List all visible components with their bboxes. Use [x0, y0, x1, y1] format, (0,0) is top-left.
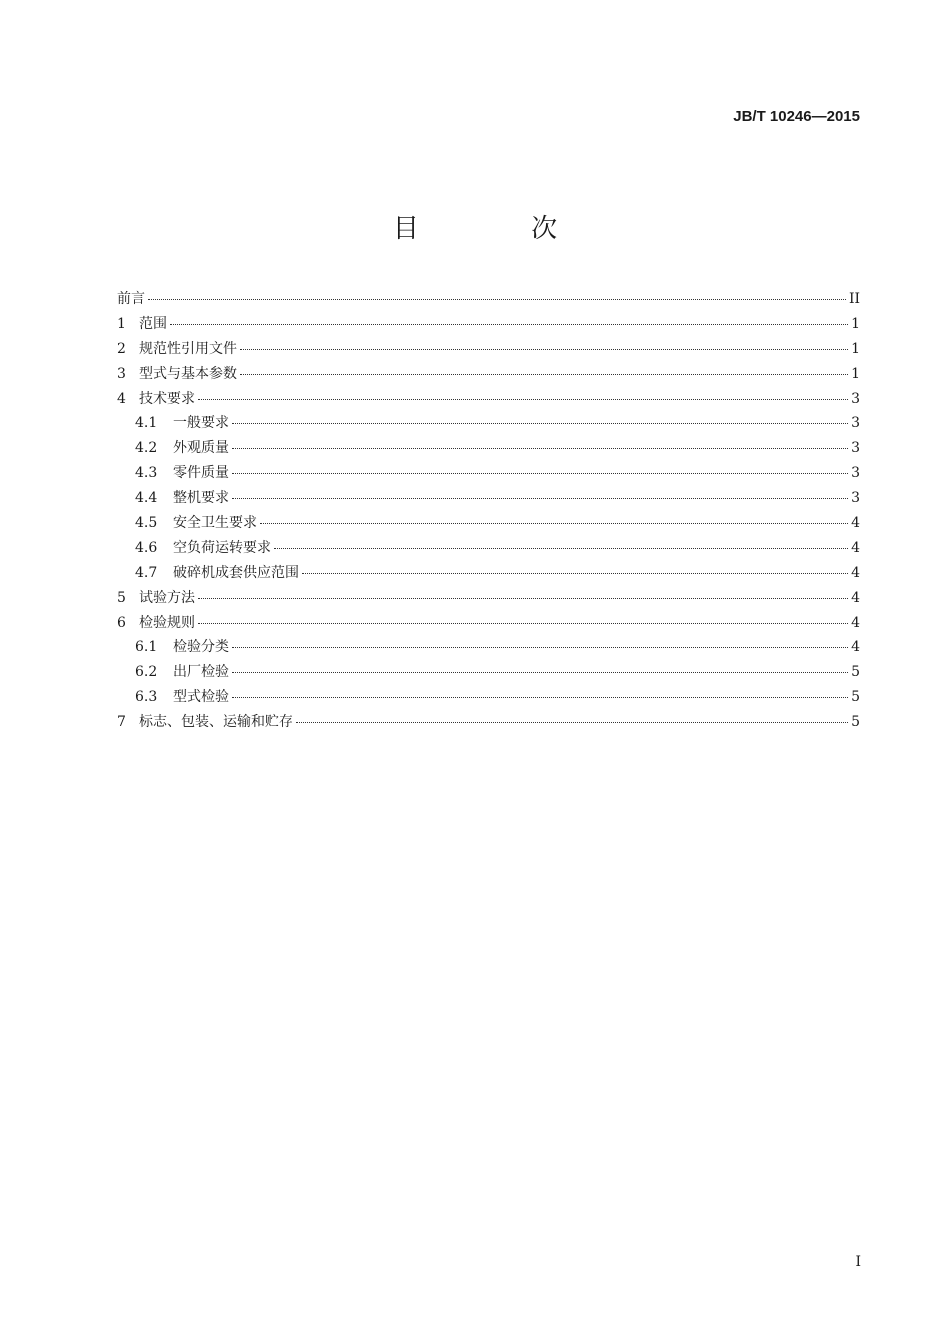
toc-entry-number: 4.1 [135, 415, 158, 432]
toc-entry[interactable] [117, 313, 860, 338]
toc-entry[interactable] [117, 412, 860, 437]
toc-entry-page: 5 [851, 714, 860, 731]
toc-dot-leader [232, 448, 848, 449]
toc-entry-page: 4 [851, 539, 860, 556]
toc-entry-label: 检验规则 [139, 614, 195, 631]
toc-entry-number: 1 [117, 315, 126, 332]
toc-dot-leader [198, 399, 848, 400]
toc-entry[interactable] [117, 437, 860, 462]
toc-dot-leader [198, 598, 848, 599]
toc-entry[interactable] [117, 388, 860, 413]
toc-dot-leader [302, 573, 848, 574]
toc-entry[interactable] [117, 487, 860, 512]
toc-entry-label: 整机要求 [173, 490, 229, 507]
toc-entry[interactable] [117, 363, 860, 388]
toc-entry-label: 检验分类 [173, 639, 229, 656]
toc-entry-label: 安全卫生要求 [173, 515, 257, 532]
toc-entry-page: 4 [851, 515, 860, 532]
toc-entry-page: 3 [851, 465, 860, 482]
toc-entry-number: 2 [117, 340, 126, 357]
toc-entry[interactable] [117, 288, 860, 313]
toc-dot-leader [232, 697, 848, 698]
toc-entry-label: 标志、包装、运输和贮存 [139, 714, 293, 731]
toc-entry-page: 3 [851, 415, 860, 432]
toc-dot-leader [170, 324, 848, 325]
toc-entry-number: 6.1 [135, 639, 158, 656]
toc-entry-page: 5 [851, 664, 860, 681]
toc-entry-page: 5 [851, 689, 860, 706]
toc-dot-leader [296, 722, 848, 723]
table-of-contents [117, 288, 860, 736]
toc-entry-label: 破碎机成套供应范围 [173, 564, 299, 581]
toc-entry-number: 4.7 [135, 564, 158, 581]
toc-entry-number: 6 [117, 614, 126, 631]
toc-entry-number: 4.3 [135, 465, 158, 482]
toc-entry-label: 范围 [139, 315, 167, 332]
toc-dot-leader [232, 423, 848, 424]
toc-entry-label: 出厂检验 [173, 664, 229, 681]
toc-dot-leader [240, 374, 848, 375]
toc-dot-leader [232, 473, 848, 474]
toc-dot-leader [240, 349, 848, 350]
toc-entry-label: 型式检验 [173, 689, 229, 706]
toc-entry-number: 4 [117, 390, 126, 407]
toc-entry-number: 4.6 [135, 539, 158, 556]
toc-dot-leader [274, 548, 848, 549]
toc-entry-page: 3 [851, 490, 860, 507]
toc-entry[interactable] [117, 537, 860, 562]
toc-dot-leader [198, 623, 848, 624]
toc-entry-number: 4.2 [135, 440, 158, 457]
toc-entry-label: 前言 [117, 291, 145, 307]
toc-entry-page: 4 [851, 639, 860, 656]
toc-dot-leader [232, 672, 848, 673]
toc-dot-leader [232, 647, 848, 648]
toc-entry-label: 型式与基本参数 [139, 365, 237, 382]
toc-entry-number: 5 [117, 589, 126, 606]
toc-entry-page: 3 [851, 390, 860, 407]
toc-entry-number: 3 [117, 365, 126, 382]
toc-entry-page: 1 [851, 340, 860, 357]
toc-dot-leader [260, 523, 848, 524]
toc-entry-number: 4.4 [135, 490, 158, 507]
toc-entry[interactable] [117, 711, 860, 736]
toc-entry-page: 3 [851, 440, 860, 457]
toc-entry-number: 4.5 [135, 515, 158, 532]
toc-entry[interactable] [117, 462, 860, 487]
toc-entry-label: 试验方法 [139, 589, 195, 606]
toc-entry-number: 7 [117, 714, 126, 731]
toc-entry-label: 空负荷运转要求 [173, 539, 271, 556]
toc-entry-page: 1 [851, 315, 860, 332]
page-number: I [855, 1254, 861, 1270]
toc-entry[interactable] [117, 338, 860, 363]
toc-dot-leader [232, 498, 848, 499]
page-title: 目 次 [392, 214, 610, 244]
toc-entry-label: 零件质量 [173, 465, 229, 482]
toc-dot-leader [148, 299, 846, 300]
toc-entry[interactable] [117, 512, 860, 537]
toc-entry-page: II [848, 291, 860, 307]
standard-number: JB/T 10246—2015 [733, 108, 860, 125]
toc-entry-label: 外观质量 [173, 440, 229, 457]
toc-entry[interactable] [117, 636, 860, 661]
toc-entry[interactable] [117, 587, 860, 612]
toc-entry-number: 6.2 [135, 664, 158, 681]
toc-entry-page: 1 [851, 365, 860, 382]
toc-entry[interactable] [117, 562, 860, 587]
toc-entry[interactable] [117, 661, 860, 686]
toc-entry-number: 6.3 [135, 689, 158, 706]
toc-entry-page: 4 [851, 589, 860, 606]
toc-entry-label: 一般要求 [173, 415, 229, 432]
toc-entry-label: 规范性引用文件 [139, 340, 237, 357]
toc-entry[interactable] [117, 612, 860, 637]
toc-entry[interactable] [117, 686, 860, 711]
toc-entry-page: 4 [851, 564, 860, 581]
toc-entry-page: 4 [851, 614, 860, 631]
toc-entry-label: 技术要求 [139, 390, 195, 407]
